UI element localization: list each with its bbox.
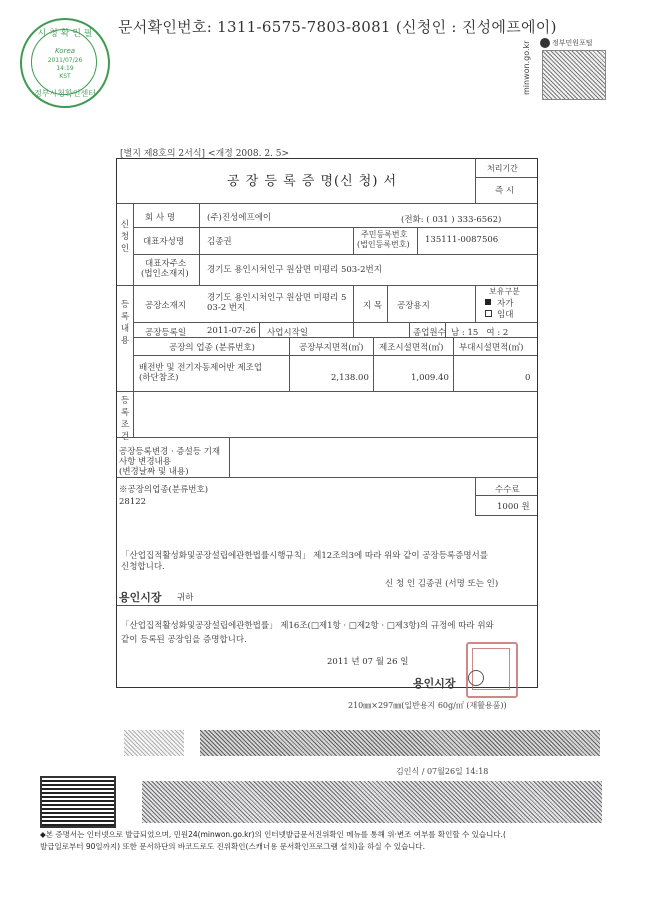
reg-date-value: 2011-07-26 [207,326,257,336]
change-label-3: (변경날짜 및 내용) [119,467,189,477]
processing-period-label: 처리기간 [487,164,518,173]
fee-value: 1000 원 [497,502,530,512]
employees-value: 남 : 15 여 : 2 [451,328,509,338]
corp-no-label: (법인등록번호) [357,240,410,249]
certificate-text-2: 같이 등록된 공장임을 증명합니다. [121,635,247,645]
factory-location-value-2: 03-2 번지 [207,303,246,313]
industry-code: 28122 [119,497,147,507]
change-label-2: 사항 변경내용 [119,457,171,467]
reg-date-label: 공장등록일 [145,328,187,338]
seal-date: 2011/07/26 [47,57,83,64]
request-text-1: 「산업집적활성화및공장설립에관한법률시행규칙」 제12조의3에 따라 위와 같이 공장등록증명서를 [121,551,488,561]
owned-label: 자가 [497,299,514,309]
form-frame [116,158,538,688]
ownership-label: 보유구분 [489,287,520,296]
ancillary-area-header: 부대시설면적(㎡) [459,343,524,353]
long-barcode [200,730,600,756]
applicant-signature: 신 청 인 김종권 (서명 또는 인) [385,579,499,589]
verification-barcode [142,781,602,823]
qr-code [40,776,116,828]
small-pattern-code [124,730,184,756]
issuer-timestamp: 김인식 / 07월26일 14:18 [396,767,489,776]
land-category-label: 지 목 [363,301,383,311]
paper-size-note: 210㎜×297㎜(일반용지 60g/㎡ (재활용품)) [348,701,507,710]
site-url-vertical: minwon.go.kr [522,40,531,95]
document-confirm-number: 문서확인번호: 1311-6575-7803-8081 (신청인 : 진성에프에이) [118,18,557,36]
leased-label: 임대 [497,310,514,320]
seal-time: 14:19 [56,65,74,72]
footer-notice-2: 발급일로부터 90일까지) 또한 문서하단의 바코드로도 진위확인(스캐너용 문서확인프로그램 설치)을 하실 수 있습니다. [40,842,426,851]
form-meta: [별지 제8호의 2서식] <개정 2008. 2. 5> [120,149,290,159]
seal-tz: KST [59,73,71,80]
factory-location-value-1: 경기도 용인시처인구 원삼면 미평리 5 [207,293,347,303]
footer-notice-1: ◆본 증명서는 인터넷으로 발급되었으며, 민원24(minwon.go.kr)의 인터넷발급문서진위확인 메뉴를 통해 위·변조 여부를 확인할 수 있습니다.( [40,830,506,839]
site-area-value: 2,138.00 [331,373,369,383]
certificate-text-1: 「산업집적활성화및공장설립에관한법률」 제16조(□제1항 · □제2항 · □제3항)의 규정에 따라 위와 [121,621,494,631]
change-label-1: 공장등록변경 · 증설등 기재 [119,447,221,457]
industry-value-1: 배전반 및 전기자동제어반 제조업 [139,363,263,373]
business-start-label: 사업시작일 [267,328,309,338]
owned-checkbox [485,299,491,305]
leased-checkbox [485,310,492,317]
registration-section-label: 등록내용 [120,300,130,346]
resident-no-label: 주민등록번호 [361,230,408,239]
factory-location-label: 공장소재지 [145,301,187,311]
employees-label: 종업원수 [413,328,446,338]
issuer-name: 용인시장 [413,677,456,690]
site-area-header: 공장부지면적(㎡) [299,343,364,353]
manufacturing-area-header: 제조시설면적(㎡) [379,343,444,353]
resident-no-value: 135111-0087506 [425,235,499,245]
seal-arc-top: 시 청 확 인 필 [37,29,93,39]
company-phone: (전화: ( 031 ) 333-6562) [401,215,502,225]
portal-logo-icon [540,38,550,48]
ancillary-area-value: 0 [525,373,531,383]
top-right-2d-barcode [542,50,606,100]
industry-header: 공장의 업종 (분류번호) [169,343,255,353]
industry-note-label: ※공장의업종(분류번호) [119,485,209,495]
reg-conditions-label: 등록조건 [120,396,130,442]
representative-label: 대표자성명 [143,237,185,247]
seal-arc-bottom: 정부시청확인센터 [34,89,96,98]
address-value: 경기도 용인시처인구 원삼면 미평리 503-2번지 [207,265,382,275]
industry-value-2: (하단참조) [139,373,179,383]
company-label: 회 사 명 [145,213,176,223]
address-label-1: 대표자주소 [145,259,187,269]
manufacturing-area-value: 1,009.40 [411,373,449,383]
applicant-section-label: 신청인 [120,220,130,254]
land-category-value: 공장용지 [397,301,430,311]
portal-logo-text: 정부민원포털 [552,39,593,47]
company-value: (주)진성에프에이 [207,213,272,223]
fee-label: 수수료 [495,485,520,495]
seal-country: Korea [54,47,76,55]
request-text-2: 신청합니다. [121,562,165,572]
representative-value: 김종권 [207,237,232,247]
form-title: 공 장 등 록 증 명(신 청) 서 [227,174,398,189]
addressee: 용인시장 [119,591,162,604]
certificate-date: 2011 년 07 월 26 일 [327,657,409,667]
address-label-2: (법인소재지) [141,269,189,279]
verification-seal [20,18,110,108]
addressee-suffix: 귀하 [177,593,194,603]
seal-small-circle [468,670,484,686]
processing-period-value: 즉 시 [495,186,515,196]
